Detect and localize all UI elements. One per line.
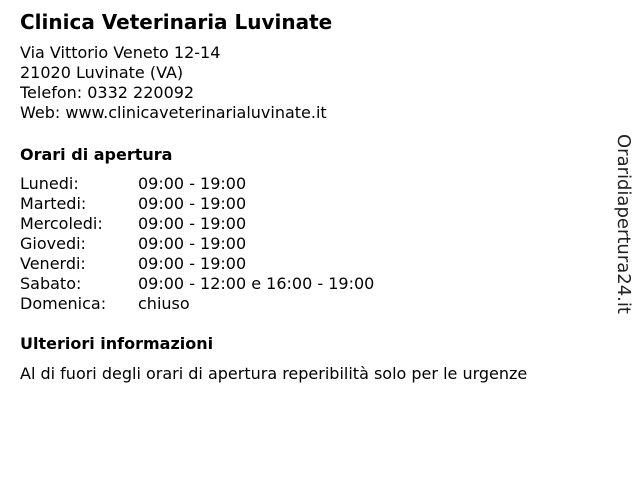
hours-row	[20, 254, 440, 274]
more-info-text: Al di fuori degli orari di apertura reperibilità solo per le urgenze	[20, 364, 528, 383]
hours-time: 09:00 - 19:00	[138, 174, 247, 193]
page-title: Clinica Veterinaria Luvinate	[20, 10, 333, 34]
opening-hours-heading: Orari di apertura	[20, 145, 173, 164]
address-street: Via Vittorio Veneto 12-14	[20, 43, 221, 62]
address-web: Web: www.clinicaveterinarialuvinate.it	[20, 103, 327, 122]
hours-row	[20, 214, 440, 234]
opening-hours-table	[20, 174, 440, 314]
hours-day: Lunedi:	[20, 174, 79, 193]
hours-row	[20, 274, 440, 294]
hours-time: 09:00 - 19:00	[138, 254, 247, 273]
hours-row	[20, 294, 440, 314]
watermark	[612, 134, 634, 314]
hours-time: chiuso	[138, 294, 190, 313]
more-info-heading: Ulteriori informazioni	[20, 334, 214, 353]
address-phone: Telefon: 0332 220092	[20, 83, 195, 102]
hours-day: Mercoledi:	[20, 214, 103, 233]
hours-day: Venerdi:	[20, 254, 86, 273]
hours-day: Martedi:	[20, 194, 87, 213]
hours-time: 09:00 - 19:00	[138, 234, 247, 253]
hours-time: 09:00 - 19:00	[138, 194, 247, 213]
hours-row	[20, 234, 440, 254]
hours-time: 09:00 - 12:00 e 16:00 - 19:00	[138, 274, 375, 293]
watermark-text: Oraridiapertura24.it	[613, 134, 634, 314]
hours-day: Giovedi:	[20, 234, 86, 253]
hours-day: Domenica:	[20, 294, 107, 313]
hours-row	[20, 174, 440, 194]
hours-time: 09:00 - 19:00	[138, 214, 247, 233]
hours-day: Sabato:	[20, 274, 82, 293]
hours-row	[20, 194, 440, 214]
address-city: 21020 Luvinate (VA)	[20, 63, 184, 82]
address-block	[20, 43, 327, 123]
